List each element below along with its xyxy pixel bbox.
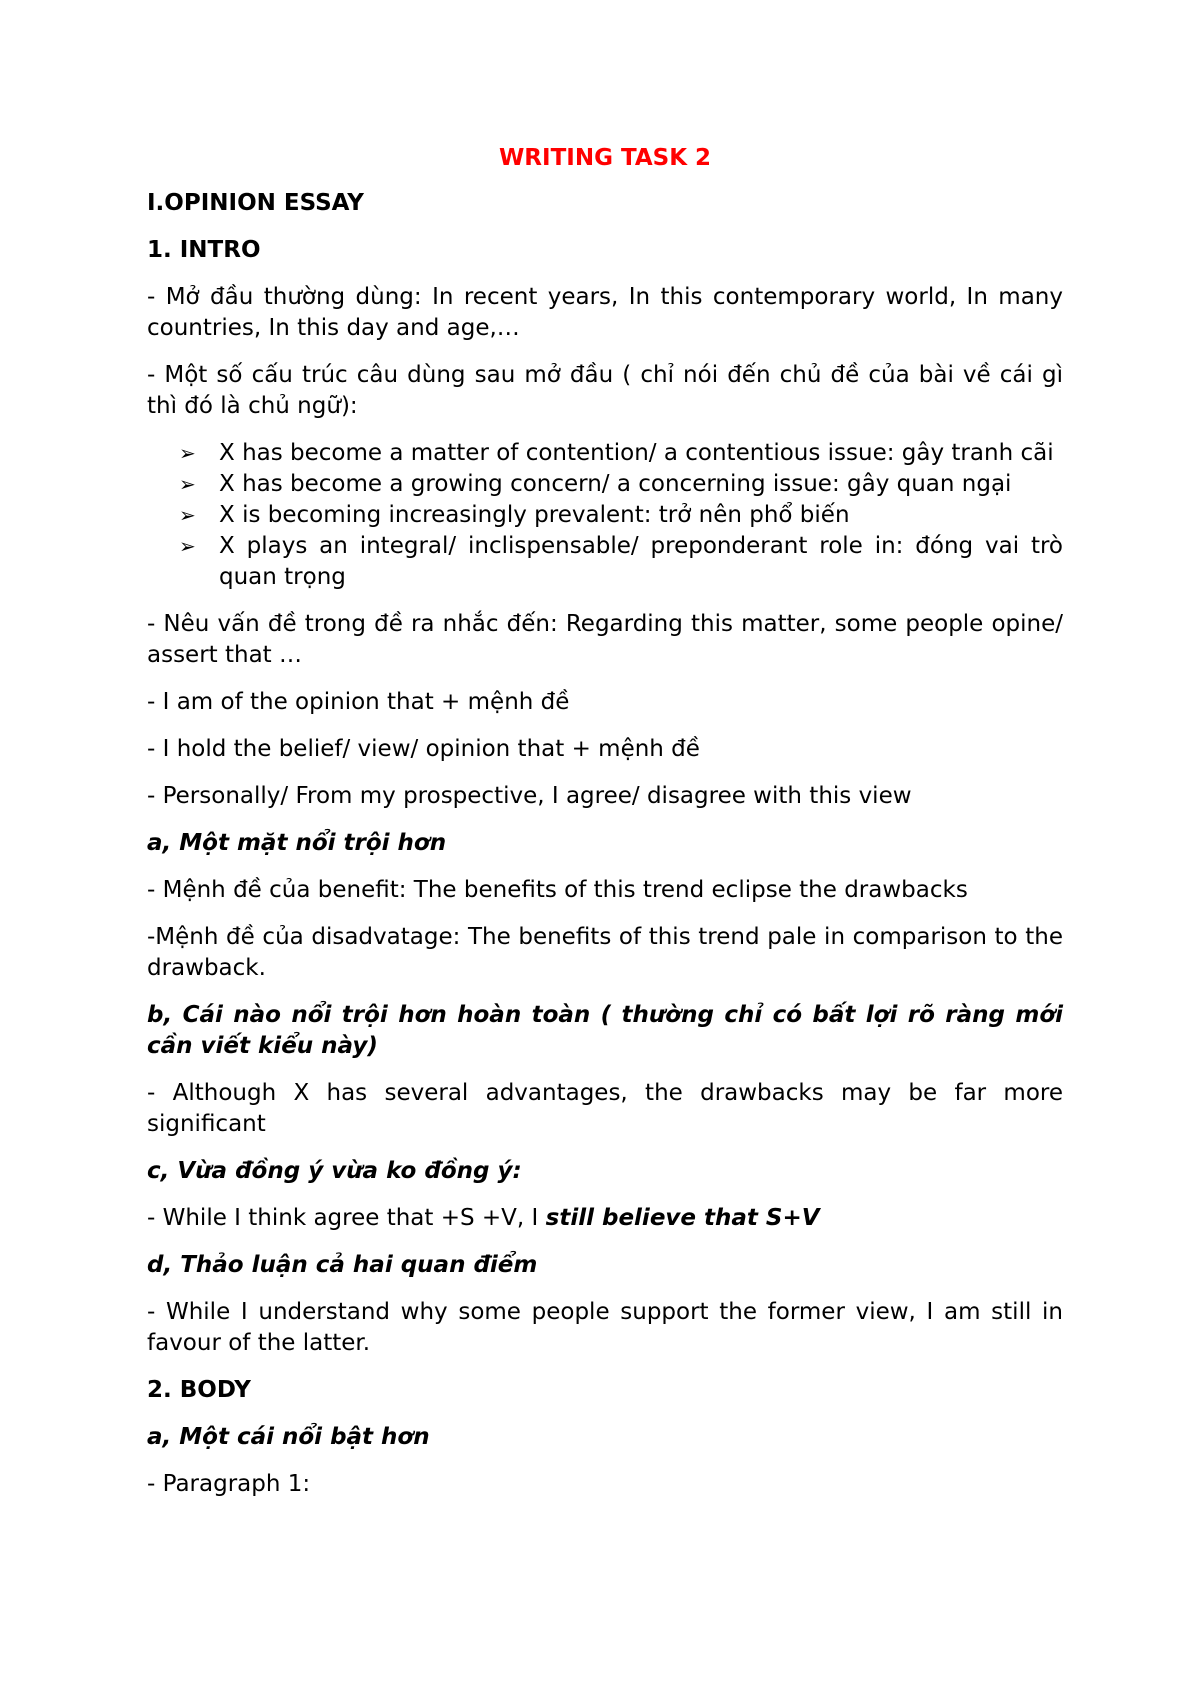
case-b-line-1: - Although X has several advantages, the drawbacks may be far more significant — [147, 1080, 1063, 1137]
list-item-text: X has become a matter of contention/ a contentious issue: gây tranh cãi — [219, 440, 1054, 466]
case-c-line — [147, 1203, 1063, 1234]
case-c-line-prefix: - While I think agree that +S +V, I — [147, 1205, 546, 1231]
list-item-text: X is becoming increasingly prevalent: trở nên phổ biến — [219, 502, 850, 528]
case-c-line-emphasis: still believe that S+V — [545, 1205, 820, 1231]
case-a-line-2: -Mệnh đề của disadvatage: The benefits of this trend pale in comparison to the drawback. — [147, 924, 1063, 981]
structure-list — [147, 438, 1063, 593]
body-case-a-heading: a, Một cái nổi bật hơn — [147, 1424, 430, 1450]
arrow-bullet-icon: ➢ — [179, 534, 196, 558]
case-d-heading: d, Thảo luận cả hai quan điểm — [147, 1252, 538, 1278]
intro-opinion-2: - I hold the belief/ view/ opinion that + mệnh đề — [147, 736, 700, 762]
arrow-bullet-icon: ➢ — [179, 503, 196, 527]
arrow-bullet-icon: ➢ — [179, 441, 196, 465]
list-item-text: X plays an integral/ inclispensable/ preponderant role in: đóng vai trò quan trọng — [219, 533, 1063, 590]
list-item — [147, 438, 1063, 469]
body-heading: 2. BODY — [147, 1377, 251, 1403]
case-a-heading: a, Một mặt nổi trội hơn — [147, 830, 447, 856]
case-d-line-1: - While I understand why some people support the former view, I am still in favour of the latter. — [147, 1299, 1063, 1356]
document-title: WRITING TASK 2 — [498, 145, 712, 171]
case-c-heading: c, Vừa đồng ý vừa ko đồng ý: — [147, 1158, 522, 1184]
case-b-heading: b, Cái nào nổi trội hơn hoàn toàn ( thường chỉ có bất lợi rõ ràng mới cần viết kiểu này) — [147, 1002, 1063, 1059]
arrow-bullet-icon: ➢ — [179, 472, 196, 496]
list-item — [147, 469, 1063, 500]
intro-heading: 1. INTRO — [147, 237, 261, 263]
intro-openers: - Mở đầu thường dùng: In recent years, In this contemporary world, In many countries, In this day and age,… — [147, 284, 1063, 341]
case-a-line-1: - Mệnh đề của benefit: The benefits of this trend eclipse the drawbacks — [147, 877, 968, 903]
intro-opinion-1: - I am of the opinion that + mệnh đề — [147, 689, 570, 715]
section-heading: I.OPINION ESSAY — [147, 190, 364, 216]
intro-restate: - Nêu vấn đề trong đề ra nhắc đến: Regarding this matter, some people opine/ assert that … — [147, 611, 1063, 668]
intro-structures-intro: - Một số cấu trúc câu dùng sau mở đầu ( chỉ nói đến chủ đề của bài về cái gì thì đó là chủ ngữ): — [147, 362, 1063, 419]
document-content — [147, 143, 1063, 1516]
list-item-text: X has become a growing concern/ a concerning issue: gây quan ngại — [219, 471, 1012, 497]
list-item — [147, 531, 1063, 593]
body-paragraph-1: - Paragraph 1: — [147, 1471, 311, 1497]
list-item — [147, 500, 1063, 531]
intro-opinion-3: - Personally/ From my prospective, I agree/ disagree with this view — [147, 783, 912, 809]
